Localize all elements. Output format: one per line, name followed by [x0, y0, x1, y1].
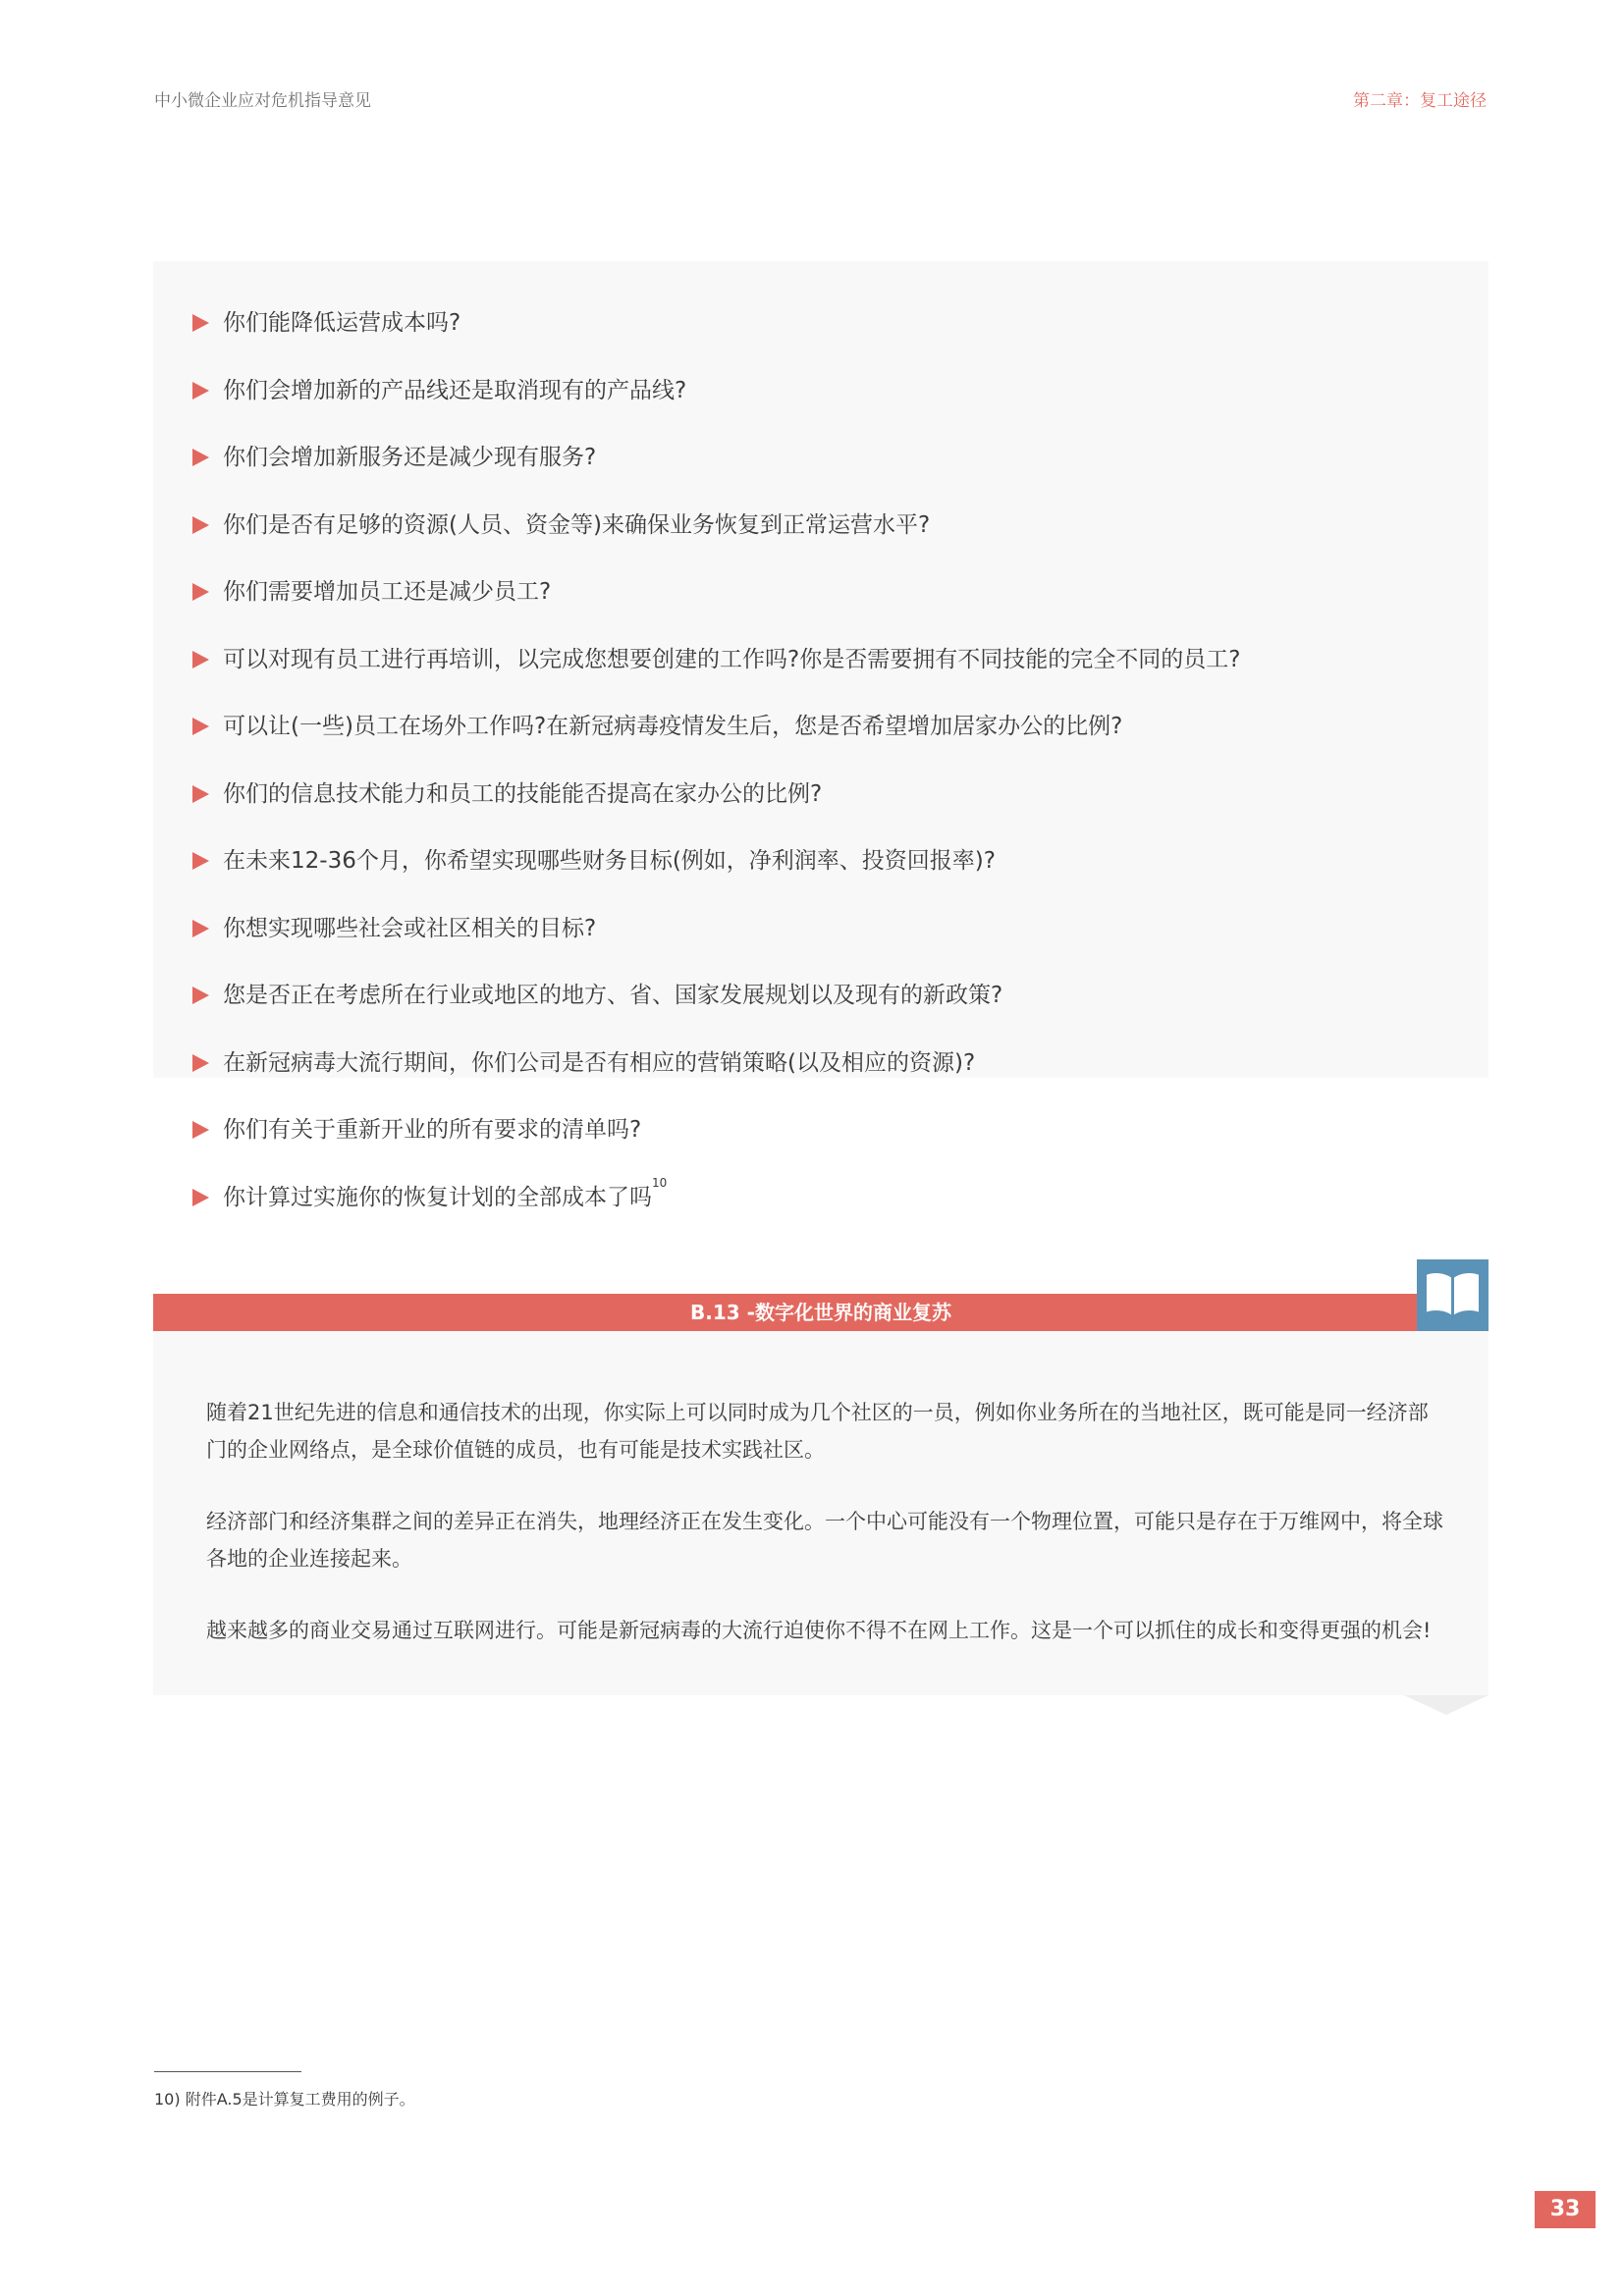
triangle-bullet-icon	[192, 987, 209, 1004]
question-text: 你们有关于重新开业的所有要求的清单吗?	[223, 1117, 642, 1143]
question-text: 你们需要增加员工还是减少员工?	[223, 579, 552, 605]
question-text: 可以对现有员工进行再培训，以完成您想要创建的工作吗?你是否需要拥有不同技能的完全不同的员工?	[223, 646, 1241, 672]
list-item	[192, 645, 1240, 713]
list-item	[192, 510, 1240, 578]
triangle-bullet-icon	[192, 651, 209, 668]
section-paragraph: 经济部门和经济集群之间的差异正在消失，地理经济正在发生变化。一个中心可能没有一个物理位置，可能只是存在于万维网中，将全球各地的企业连接起来。	[206, 1510, 1443, 1571]
question-text: 在未来12-36个月，你希望实现哪些财务目标(例如，净利润率、投资回报率)?	[223, 848, 996, 874]
question-text: 你计算过实施你的恢复计划的全部成本了吗	[223, 1184, 652, 1210]
triangle-bullet-icon	[192, 449, 209, 466]
triangle-bullet-icon	[192, 1121, 209, 1139]
list-item	[192, 712, 1240, 779]
list-item	[192, 779, 1240, 847]
question-text: 你想实现哪些社会或社区相关的目标?	[223, 915, 597, 941]
triangle-bullet-icon	[192, 920, 209, 937]
triangle-bullet-icon	[192, 718, 209, 735]
section-paragraph: 越来越多的商业交易通过互联网进行。可能是新冠病毒的大流行迫使你不得不在网上工作。这是一个可以抓住的成长和变得更强的机会!	[206, 1619, 1432, 1642]
question-list	[192, 308, 1240, 1250]
question-text: 在新冠病毒大流行期间，你们公司是否有相应的营销策略(以及相应的资源)?	[223, 1049, 976, 1076]
triangle-bullet-icon	[192, 1054, 209, 1072]
list-item	[192, 846, 1240, 914]
section-paragraph: 随着21世纪先进的信息和通信技术的出现，你实际上可以同时成为几个社区的一员，例如你业务所在的当地社区，既可能是同一经济部门的企业网络点，是全球价值链的成员，也有可能是技术实践社区。	[206, 1401, 1429, 1462]
list-item	[192, 1048, 1240, 1116]
triangle-bullet-icon	[192, 516, 209, 534]
list-item	[192, 376, 1240, 444]
list-item	[192, 443, 1240, 510]
section-title: B.13 -数字化世界的商业复苏	[690, 1301, 951, 1324]
list-item: 你计算过实施你的恢复计划的全部成本了吗 10	[192, 1183, 1240, 1251]
question-text: 你们的信息技术能力和员工的技能能否提高在家办公的比例?	[223, 780, 823, 807]
open-book-icon	[1417, 1259, 1489, 1331]
question-text: 你们是否有足够的资源(人员、资金等)来确保业务恢复到正常运营水平?	[223, 511, 931, 538]
triangle-bullet-icon	[192, 852, 209, 870]
triangle-bullet-icon	[192, 1189, 209, 1206]
list-item	[192, 1115, 1240, 1183]
chapter-title: 第二章：复工途径	[1353, 91, 1487, 111]
footnote-divider	[154, 2071, 301, 2072]
triangle-bullet-icon	[192, 583, 209, 601]
question-text: 你们会增加新服务还是减少现有服务?	[223, 445, 597, 470]
question-text: 你们能降低运营成本吗?	[223, 310, 461, 336]
question-text: 您是否正在考虑所在行业或地区的地方、省、国家发展规划以及现有的新政策?	[223, 983, 1003, 1008]
list-item	[192, 981, 1240, 1048]
footnote: 10) 附件A.5是计算复工费用的例子。	[154, 2090, 415, 2109]
question-text: 可以让(一些)员工在场外工作吗?在新冠病毒疫情发生后，您是否希望增加居家办公的比例?	[223, 714, 1123, 739]
list-item	[192, 914, 1240, 982]
triangle-bullet-icon	[192, 382, 209, 400]
triangle-bullet-icon	[192, 314, 209, 332]
list-item	[192, 577, 1240, 645]
document-title: 中小微企业应对危机指导意见	[154, 91, 371, 111]
list-item	[192, 308, 1240, 376]
page-number: 33	[1535, 2191, 1596, 2228]
section-tail-decoration	[1404, 1695, 1489, 1715]
question-text: 你们会增加新的产品线还是取消现有的产品线?	[223, 377, 687, 403]
triangle-bullet-icon	[192, 785, 209, 803]
